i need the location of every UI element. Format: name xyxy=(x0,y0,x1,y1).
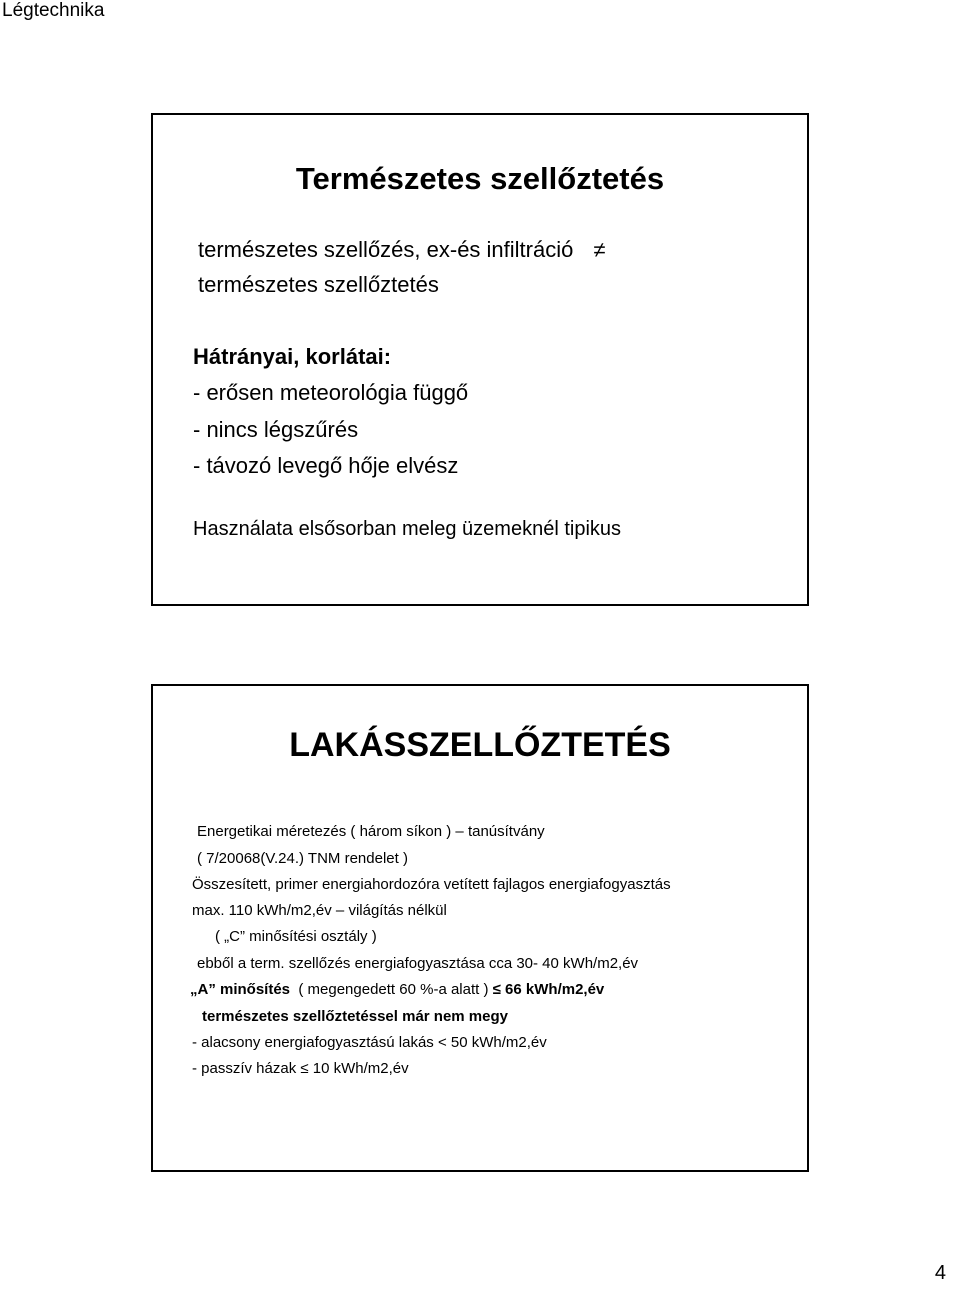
page-number: 4 xyxy=(934,1262,946,1284)
rating-a-detail: ( megengedett 60 %-a alatt ) xyxy=(290,981,493,998)
slide-natural-ventilation xyxy=(151,113,809,606)
list-item: - távozó levegő hője elvész xyxy=(193,453,459,478)
slide-title: LAKÁSSZELLŐZTETÉS xyxy=(289,726,671,764)
document-header: Légtechnika xyxy=(2,0,105,21)
text-line xyxy=(198,237,605,263)
text-line: természetes szellőztetéssel már nem megy xyxy=(202,1008,508,1025)
text-line: max. 110 kWh/m2,év – világítás nélkül xyxy=(192,902,447,919)
list-item: - passzív házak ≤ 10 kWh/m2,év xyxy=(192,1060,409,1077)
list-item: - nincs légszűrés xyxy=(193,417,359,442)
text-line: természetes szellőztetés xyxy=(198,272,439,297)
list-item: - erősen meteorológia függő xyxy=(193,380,469,405)
text-line: ( „C” minősítési osztály ) xyxy=(215,928,377,945)
text-line: ebből a term. szellőzés energiafogyasztása cca 30- 40 kWh/m2,év xyxy=(197,955,639,972)
slide-apartment-ventilation xyxy=(151,684,809,1172)
text-line: Energetikai méretezés ( három síkon ) – tanúsítvány xyxy=(197,823,545,840)
infiltration-text: természetes szellőzés, ex-és infiltráció xyxy=(198,237,574,262)
rating-a-limit: ≤ 66 kWh/m2,év xyxy=(492,981,605,998)
text-line: Összesített, primer energiahordozóra vetített fajlagos energiafogyasztás xyxy=(192,876,671,893)
text-line xyxy=(190,981,604,998)
list-item: - alacsony energiafogyasztású lakás < 50 kWh/m2,év xyxy=(192,1034,547,1051)
usage-text: Használata elsősorban meleg üzemeknél tipikus xyxy=(193,518,622,540)
not-equal-symbol: ≠ xyxy=(593,237,606,262)
text-line: ( 7/20068(V.24.) TNM rendelet ) xyxy=(197,850,408,867)
slide-title: Természetes szellőztetés xyxy=(295,161,665,196)
rating-a-label: „A” minősítés xyxy=(190,981,291,998)
drawbacks-heading: Hátrányai, korlátai: xyxy=(193,344,392,369)
